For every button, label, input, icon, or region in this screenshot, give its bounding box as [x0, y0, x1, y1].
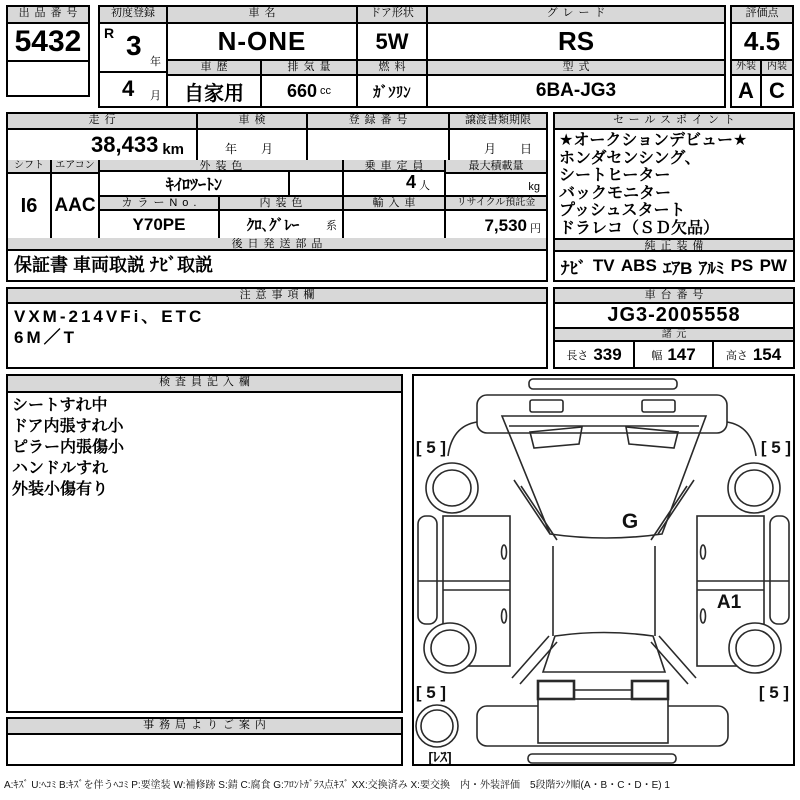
door-handle-front-left [502, 545, 507, 559]
equipment-item: TV [592, 256, 615, 275]
wheel-front-right [728, 463, 780, 513]
wiper-right [626, 427, 678, 448]
headlight-right [642, 400, 675, 412]
tire-depth-rear-right: [ 5 ] [758, 683, 790, 702]
car-diagram [414, 376, 793, 764]
grade-value: RS [428, 24, 724, 61]
lot-number-block [6, 5, 90, 97]
lot-number-value: 5432 [8, 24, 88, 62]
tire-depth-front-left: [ 5 ] [415, 438, 447, 457]
mileage-cell [8, 114, 198, 160]
year-unit: 年 [150, 56, 161, 68]
registration-number-cell [308, 114, 450, 160]
first-registration-month-cell [100, 73, 166, 106]
car-name-value: N-ONE [168, 24, 356, 61]
sales-points-block [553, 112, 795, 282]
inspection-label: 車検 [198, 114, 306, 130]
transfer-deadline-value: 月 日 [483, 142, 538, 156]
shift-label: シフト [8, 160, 50, 174]
inspection-cell [198, 114, 308, 160]
inspector-notes-block [6, 374, 403, 713]
exterior-grade-cell [732, 61, 762, 106]
import-cell [344, 197, 446, 238]
lot-number-label: 出品番号 [8, 7, 88, 24]
exterior-grade: A [738, 78, 754, 103]
windshield [502, 416, 706, 538]
chassis-number-label: 車台番号 [555, 289, 793, 304]
equipment-label: 純正装備 [555, 238, 793, 252]
inspector-note-line: 外装小傷有り [12, 481, 109, 498]
capacity-cell [344, 160, 446, 195]
equipment-item: ｴｱB [663, 258, 693, 278]
wheel-rear-right [729, 623, 781, 673]
history-cell [168, 61, 262, 106]
sales-points-label: セールスポイント [555, 114, 793, 130]
payload-unit: kg [528, 181, 540, 193]
glass-chip-mark: G [621, 510, 639, 533]
capacity-unit: 人 [419, 180, 430, 192]
spare-tire-mark: [ﾚｽ] [428, 749, 452, 764]
equipment-item: ﾅﾋﾞ [561, 258, 587, 278]
tire-depth-rear-left: [ 5 ] [415, 683, 447, 702]
interior-color-label: 内装色 [220, 197, 342, 211]
damage-diagram-block [412, 374, 795, 766]
interior-color-cell [220, 197, 344, 238]
shift-value: I6 [20, 194, 38, 217]
interior-label: 内装 [762, 61, 792, 76]
car-name-column [168, 7, 358, 106]
a-pillar-lines-left [514, 480, 557, 540]
exterior-color-value: ｷｲﾛﾂｰﾄﾝ [100, 172, 290, 195]
chassis-number-value: JG3-2005558 [555, 304, 793, 329]
score-block [730, 5, 794, 108]
caution-line: 6M／T [14, 328, 77, 347]
side-sill-left [418, 516, 437, 624]
height-cell [714, 342, 793, 367]
first-registration-column [100, 7, 168, 106]
sales-point-line: ★オークションデビュー★ [559, 132, 748, 149]
tail-light-right [632, 681, 668, 699]
later-parts-value: 保証書 車両取説 ﾅﾋﾞ取説 [14, 255, 214, 275]
sales-point-line: プッシュスタート [559, 202, 686, 219]
panel-scratch-mark: A1 [716, 592, 742, 613]
c-pillar-lines-left [512, 636, 557, 684]
later-parts-label: 後日発送部品 [8, 238, 546, 251]
caution-block [6, 287, 548, 369]
mileage-unit: km [162, 141, 184, 158]
lot-empty-cell [8, 62, 88, 95]
office-notice-block [6, 717, 403, 766]
first-registration-year: 3 [126, 30, 142, 61]
displacement-unit: cc [320, 85, 332, 97]
history-value: 自家用 [184, 82, 244, 105]
exterior-label: 外装 [732, 61, 760, 76]
inspector-note-line: ドア内張すれ小 [12, 418, 124, 435]
capacity-label: 乗車定員 [344, 160, 444, 172]
capacity-value: 4 [405, 172, 416, 192]
hood-panel [477, 395, 727, 433]
history-label: 車歴 [168, 61, 260, 76]
car-name-label: 車名 [168, 7, 356, 24]
exterior-color-label: 外装色 [100, 160, 342, 172]
first-registration-year-cell [100, 24, 166, 73]
fuel-label: 燃料 [358, 61, 426, 76]
interior-grade-cell [762, 61, 792, 106]
model-code-value: 6BA-JG3 [535, 80, 617, 101]
recycle-fee-label: リサイクル預託金 [446, 197, 546, 211]
door-column [358, 7, 428, 106]
rear-bumper-strip [528, 754, 676, 763]
front-bumper-strip [529, 379, 677, 389]
aircon-label: エアコン [52, 160, 98, 174]
tire-depth-front-right: [ 5 ] [760, 438, 792, 457]
score-value: 4.5 [732, 24, 792, 61]
tail-light-left [538, 681, 574, 699]
inspector-notes-label: 検査員記入欄 [8, 376, 401, 393]
wheel-front-left [426, 463, 478, 513]
width-label: 幅 [651, 349, 663, 362]
sales-point-line: シートヒーター [559, 167, 671, 184]
equipment-item: PS [730, 256, 754, 275]
length-cell [555, 342, 635, 367]
rear-window [543, 633, 665, 673]
door-shape-value: 5W [358, 24, 426, 61]
symbol-legend: A:ｷｽﾞ U:ﾍｺﾐ B:ｷｽﾞを伴うﾍｺﾐ P:要塗装 W:補修跡 S:錆 C:腐食 G:ﾌﾛﾝﾄｶﾞﾗｽ点ｷｽﾞ XX:交換済み X:要交換 内・外装評価 5段階ﾗﾝｸ順(A・B・C・D・E) 1 [4, 780, 670, 791]
door-shape-label: ドア形状 [358, 7, 426, 24]
era-code: R [104, 25, 115, 41]
chassis-block [553, 287, 795, 369]
displacement-label: 排気量 [262, 61, 356, 76]
model-code-label: 型式 [428, 61, 724, 76]
height-label: 高さ [725, 349, 748, 362]
office-notice-empty [8, 735, 401, 764]
equipment-item: ABS [620, 256, 657, 275]
payload-label: 最大積載量 [446, 160, 546, 174]
color-number-value: Y70PE [132, 214, 186, 234]
front-fender-left [448, 422, 477, 456]
equipment-item: ｱﾙﾐ [698, 258, 725, 278]
sales-point-line: バックモニター [559, 184, 672, 202]
door-handle-front-right [701, 545, 706, 559]
first-registration-label: 初度登録 [100, 7, 166, 24]
inspector-note-line: ハンドルすれ [12, 460, 109, 477]
color-number-label: カラーNo. [100, 197, 218, 211]
mileage-value: 38,433 [91, 132, 159, 157]
interior-color-suffix: 系 [326, 219, 337, 232]
spare-tire [416, 705, 458, 747]
a-pillar-lines-right [651, 480, 694, 540]
transfer-deadline-cell [450, 114, 546, 160]
shift-cell [8, 160, 52, 238]
spec-label: 諸元 [555, 329, 793, 342]
c-pillar-lines-right [651, 636, 696, 684]
displacement-value: 660 [286, 80, 318, 101]
sales-point-line: ホンダセンシング、 [559, 149, 701, 167]
first-registration-month: 4 [122, 76, 135, 101]
interior-grade: C [769, 78, 785, 103]
displacement-cell [262, 61, 356, 106]
wheel-rear-left [424, 623, 476, 673]
exterior-color-empty-cell [290, 172, 342, 195]
aircon-value: AAC [54, 195, 96, 216]
grade-column [428, 7, 724, 106]
sales-point-line: ドラレコ（ＳＤ欠品） [559, 219, 720, 237]
mileage-label: 走行 [8, 114, 196, 130]
import-label: 輸入車 [344, 197, 444, 211]
tailgate-panel [538, 699, 668, 743]
front-fender-right [727, 422, 756, 456]
office-notice-label: 事務局よりご案内 [8, 719, 401, 735]
recycle-fee-unit: 円 [530, 223, 541, 235]
wiper-left [530, 427, 582, 448]
vehicle-header-block [98, 5, 726, 108]
color-number-cell [100, 197, 220, 238]
transfer-deadline-label: 譲渡書類期限 [450, 114, 546, 130]
aircon-cell [52, 160, 100, 238]
interior-color-value: ｸﾛ､ｸﾞﾚｰ [246, 217, 300, 234]
side-sill-right [770, 516, 789, 624]
door-handle-rear-right [701, 609, 706, 623]
inspector-note-line: ピラー内張傷小 [12, 439, 125, 456]
spec-table [6, 112, 548, 282]
length-label: 長さ [566, 349, 589, 362]
width-value: 147 [667, 344, 696, 364]
door-handle-rear-left [502, 609, 507, 623]
recycle-fee-value: 7,530 [484, 216, 527, 235]
caution-label: 注意事項欄 [8, 289, 546, 304]
month-unit: 月 [150, 90, 161, 102]
caution-line: VXM-214VFi、ETC [14, 307, 205, 326]
registration-number-label: 登録番号 [308, 114, 448, 130]
payload-cell [446, 160, 546, 195]
height-value: 154 [752, 344, 782, 364]
grade-label: グレード [428, 7, 724, 24]
width-cell [635, 342, 714, 367]
headlight-left [530, 400, 563, 412]
score-label: 評価点 [732, 7, 792, 24]
inspector-note-line: シートすれ中 [12, 397, 108, 414]
equipment-item: PW [759, 256, 787, 275]
recycle-fee-cell [446, 197, 546, 238]
exterior-color-cell [100, 160, 344, 195]
fuel-value: ｶﾞｿﾘﾝ [373, 83, 411, 101]
inspection-value: 年 月 [224, 142, 279, 156]
length-value: 339 [593, 344, 622, 364]
